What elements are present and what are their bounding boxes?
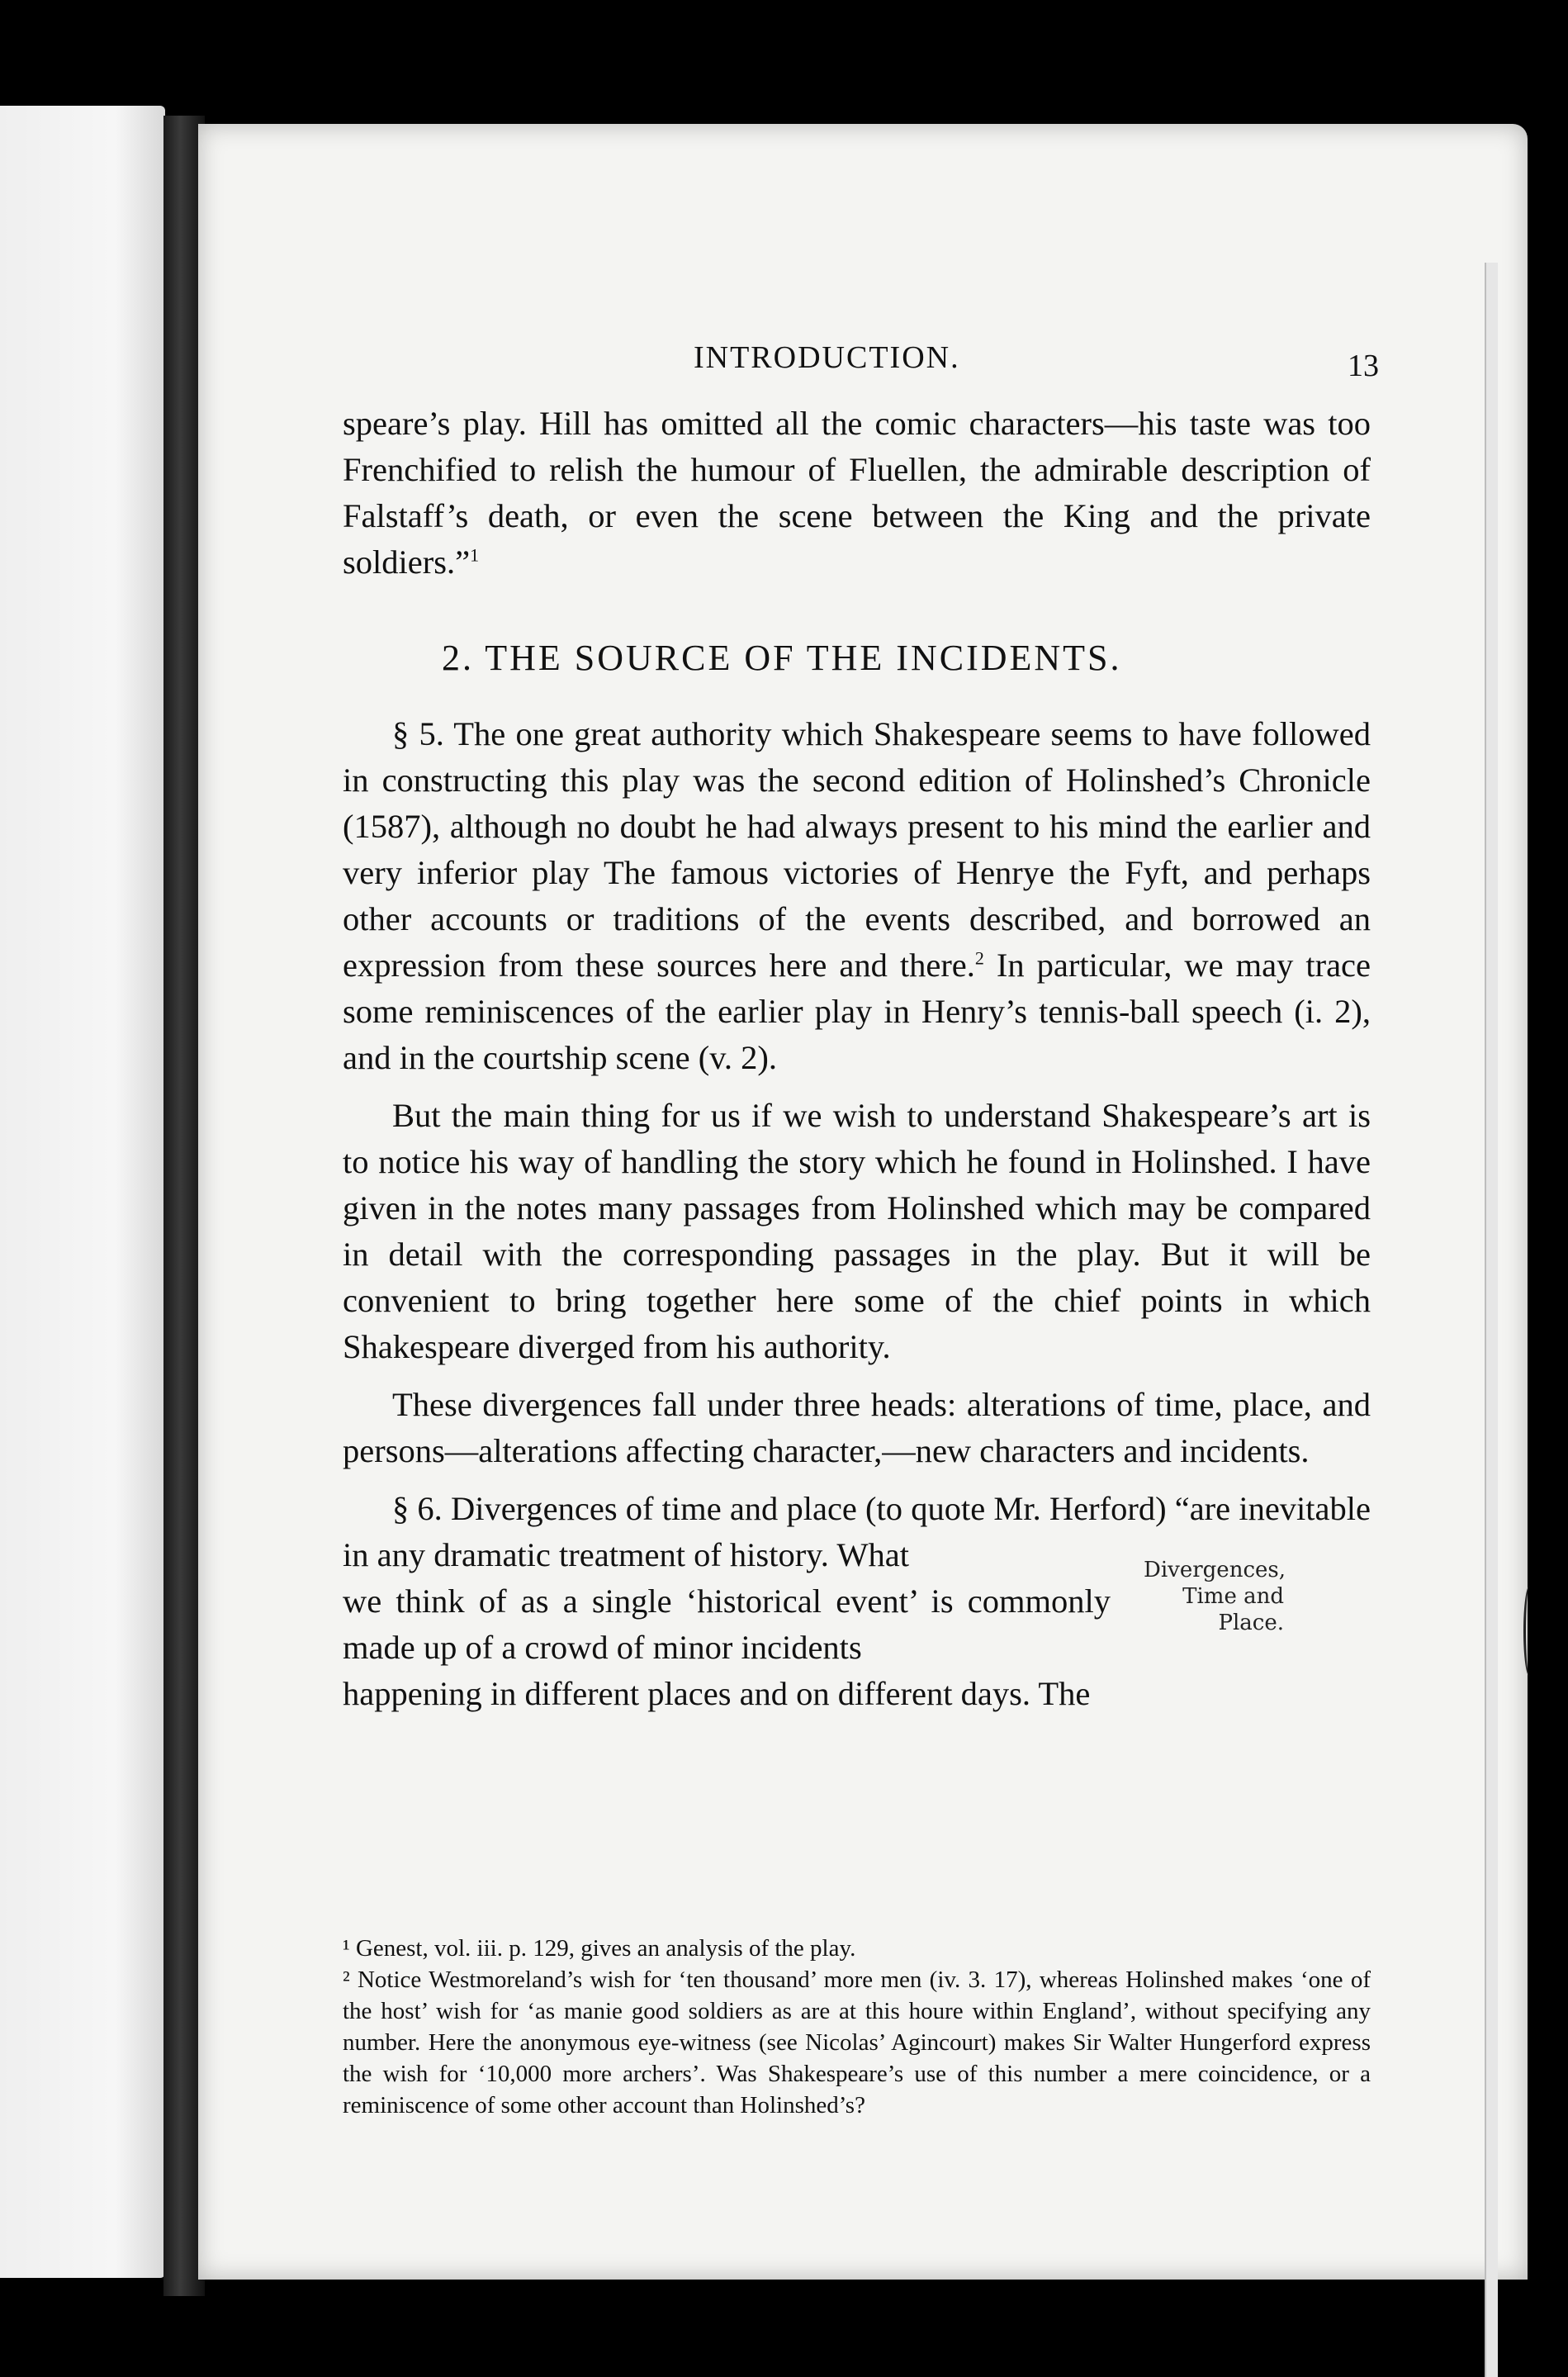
section-6-paragraph-c: happening in different places and on different days. The: [343, 1675, 1091, 1712]
section-heading: 2. THE SOURCE OF THE INCIDENTS.: [442, 638, 1122, 678]
opening-paragraph: [343, 401, 1371, 586]
margin-note: Divergences, Time and Place.: [1144, 1558, 1286, 1635]
book-page: [198, 124, 1528, 2280]
page-body: [343, 334, 1379, 1717]
section-6-paragraph-a: § 6. Divergences of time and place (to quote Mr. Herford) “are inevitable in any dramatic treatment of history. What: [343, 1490, 1371, 1573]
divergences-paragraph: These divergences fall under three heads: alterations of time, place, and persons—alterations affecting character,—new characters and incidents.: [343, 1386, 1371, 1469]
running-head-title: INTRODUCTION.: [694, 340, 960, 375]
opening-text: speare’s play. Hill has omitted all the comic characters—his taste was too Frenchified to relish the humour of Fluellen, the admirable description of Falstaff’s death, or even the scene between the King and the private soldiers.”: [343, 405, 1371, 581]
running-head: [343, 334, 1379, 401]
footnote-1: ¹ Genest, vol. iii. p. 129, gives an analysis of the play.: [343, 1935, 856, 1962]
page-edge: [1485, 263, 1498, 2377]
page-number: 13: [1348, 349, 1379, 383]
section-5-tail: In particular, we may trace some reminiscences of the earlier play in Henry’s tennis-ball speech (i. 2), and in the courtship scene (v. 2).: [343, 947, 1371, 1076]
facing-page-edge: [0, 106, 165, 2278]
footnotes: [343, 1933, 1371, 2121]
section-6-paragraph-b: we think of as a single ‘historical event’ is commonly made up of a crowd of minor incidents: [343, 1582, 1111, 1666]
footnote-2: ² Notice Westmoreland’s wish for ‘ten thousand’ more men (iv. 3. 17), whereas Holinshed makes ‘one of the host’ wish for ‘as manie good soldiers as are at this houre within England’, without specifying any number. Here the anonymous eye-witness (see Nicolas’ Agincourt) makes Sir Walter Hungerford express the wish for ‘10,000 more archers’. Was Shakespeare’s use of this number a mere coincidence, or a reminiscence of some other account than Holinshed’s?: [343, 1967, 1371, 2118]
main-paragraph: But the main thing for us if we wish to understand Shakespeare’s art is to notice his way of handling the story which he found in Holinshed. I have given in the notes many passages from Holinshed which may be compared in detail with the corresponding passages in the play. But it will be convenient to bring together here some of the chief points in which Shakespeare diverged from his authority.: [343, 1097, 1371, 1365]
section-5-text: § 5. The one great authority which Shakespeare seems to have followed in constructing this play was the second edition of Holinshed’s Chronicle (1587), although no doubt he had always present to his mind the earlier and very inferior play The famous victories of Henrye the Fyft, and perhaps other accounts or traditions of the events described, and borrowed an expression from these sources here and there.: [343, 715, 1371, 984]
footnote-ref-2[interactable]: 2: [974, 947, 984, 969]
footnote-ref-1[interactable]: 1: [470, 544, 480, 566]
margin-bracket: [1523, 1586, 1536, 1677]
section-5-paragraph: [343, 711, 1371, 1081]
